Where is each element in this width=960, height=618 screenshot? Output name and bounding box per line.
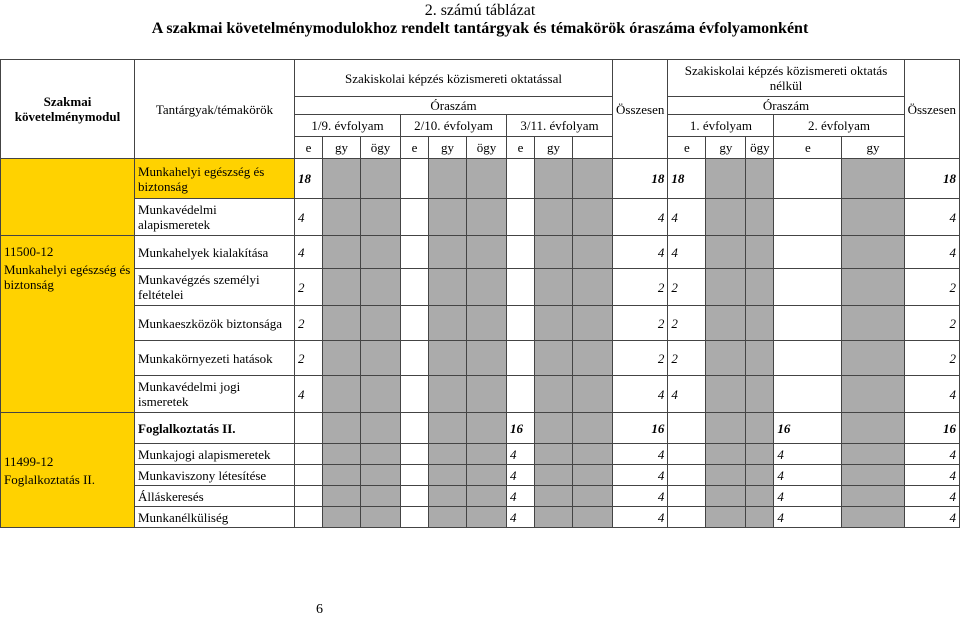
cell-value: 4 [613, 465, 668, 486]
cell-value: 4 [613, 376, 668, 413]
cell-value: 4 [904, 465, 959, 486]
table-row [1, 306, 960, 341]
cell-value: 4 [904, 199, 959, 236]
table-row [1, 341, 960, 376]
topic-name: Munkavédelmi jogi ismeretek [135, 376, 295, 413]
sub-header: gy [842, 137, 904, 159]
with-common-header: Szakiskolai képzés közismereti oktatással [295, 60, 613, 97]
cell-value: 4 [904, 486, 959, 507]
cell-value: 2 [295, 341, 323, 376]
sub-header: e [401, 137, 429, 159]
year-b-2: 2. évfolyam [774, 115, 904, 137]
cell-value: 4 [904, 236, 959, 269]
cell-value: 4 [613, 486, 668, 507]
sub-header: e [507, 137, 535, 159]
sub-header: ögy [746, 137, 774, 159]
cell-value: 4 [507, 486, 535, 507]
cell-value: 2 [668, 269, 706, 306]
cell-value: 4 [295, 236, 323, 269]
cell-value: 2 [295, 269, 323, 306]
sub-header: gy [429, 137, 467, 159]
module-cell [1, 236, 135, 413]
cell-value: 4 [774, 444, 842, 465]
oraszam-a: Óraszám [295, 97, 613, 115]
cell-value: 2 [668, 341, 706, 376]
topic-name: Munkanélküliség [135, 507, 295, 528]
hours-table [0, 59, 960, 528]
module-code: 11500-12 [4, 244, 54, 259]
cell-value: 4 [613, 199, 668, 236]
cell-value: 4 [613, 507, 668, 528]
topic-name: Munkavégzés személyi feltételei [135, 269, 295, 306]
topic-name: Munkavédelmi alapismeretek [135, 199, 295, 236]
sub-header: gy [535, 137, 573, 159]
table-row [1, 413, 960, 444]
cell-value: 16 [613, 413, 668, 444]
cell-value: 2 [613, 269, 668, 306]
subjects-column-header: Tantárgyak/témakörök [135, 60, 295, 159]
year-a-1: 1/9. évfolyam [295, 115, 401, 137]
table-row [1, 465, 960, 486]
table-row [1, 269, 960, 306]
table-row [1, 444, 960, 465]
header-row-1 [1, 60, 960, 97]
sub-header: gy [706, 137, 746, 159]
cell-value: 4 [668, 199, 706, 236]
cell-value: 18 [295, 159, 323, 199]
cell-value: 2 [904, 341, 959, 376]
year-a-2: 2/10. évfolyam [401, 115, 507, 137]
cell-value: 4 [613, 236, 668, 269]
table-number: 2. számú táblázat [424, 2, 536, 19]
sub-header: e [774, 137, 842, 159]
subject-name: Munkahelyi egészség és biztonság [135, 159, 295, 199]
cell-value: 4 [774, 465, 842, 486]
module-column-header: Szakmai követelménymodul [1, 60, 135, 159]
table-row [1, 199, 960, 236]
cell-value: 4 [295, 199, 323, 236]
cell-value: 4 [904, 376, 959, 413]
total-b-header: Összesen [904, 60, 959, 159]
cell-value: 2 [668, 306, 706, 341]
table-row [1, 507, 960, 528]
cell-value: 2 [613, 341, 668, 376]
cell-value: 4 [904, 444, 959, 465]
cell-value: 18 [904, 159, 959, 199]
cell-value: 4 [774, 486, 842, 507]
module-code: 11499-12 [4, 453, 54, 469]
sub-header: ögy [467, 137, 507, 159]
module-name: Munkahelyi egészség és biztonság [4, 262, 131, 292]
table-title: A szakmai követelménymodulokhoz rendelt tantárgyak és témakörök óraszáma évfolyamonként [151, 20, 809, 37]
year-a-3: 3/11. évfolyam [507, 115, 613, 137]
table-row [1, 486, 960, 507]
table-row [1, 236, 960, 269]
cell-value: 4 [507, 444, 535, 465]
cell-value: 2 [904, 306, 959, 341]
cell-value: 4 [613, 444, 668, 465]
module-cell [1, 413, 135, 528]
module-name: Foglalkoztatás II. [4, 471, 95, 487]
cell-value: 4 [668, 236, 706, 269]
total-a-header: Összesen [613, 60, 668, 159]
cell-value: 4 [668, 376, 706, 413]
topic-name: Munkaviszony létesítése [135, 465, 295, 486]
cell-value: 18 [613, 159, 668, 199]
sub-header: e [668, 137, 706, 159]
cell-value: 4 [507, 507, 535, 528]
cell-value: 18 [668, 159, 706, 199]
cell-value: 4 [295, 376, 323, 413]
oraszam-b: Óraszám [668, 97, 904, 115]
sub-header: gy [323, 137, 361, 159]
cell-value: 4 [904, 507, 959, 528]
table-row [1, 376, 960, 413]
cell-value: 2 [904, 269, 959, 306]
cell-value: 16 [507, 413, 535, 444]
cell-value: 16 [774, 413, 842, 444]
without-common-header: Szakiskolai képzés közismereti oktatás nélkül [668, 60, 904, 97]
sub-header: e [295, 137, 323, 159]
page-number: 6 [316, 602, 323, 617]
topic-name: Munkahelyek kialakítása [135, 236, 295, 269]
topic-name: Munkakörnyezeti hatások [135, 341, 295, 376]
cell-value: 16 [904, 413, 959, 444]
cell-value: 4 [507, 465, 535, 486]
cell-value: 2 [295, 306, 323, 341]
table-row [1, 159, 960, 199]
cell-value: 2 [613, 306, 668, 341]
topic-name: Álláskeresés [135, 486, 295, 507]
year-b-1: 1. évfolyam [668, 115, 774, 137]
cell-value: 4 [774, 507, 842, 528]
topic-name: Munkaeszközök biztonsága [135, 306, 295, 341]
subject-name: Foglalkoztatás II. [135, 413, 295, 444]
topic-name: Munkajogi alapismeretek [135, 444, 295, 465]
sub-header: ögy [361, 137, 401, 159]
